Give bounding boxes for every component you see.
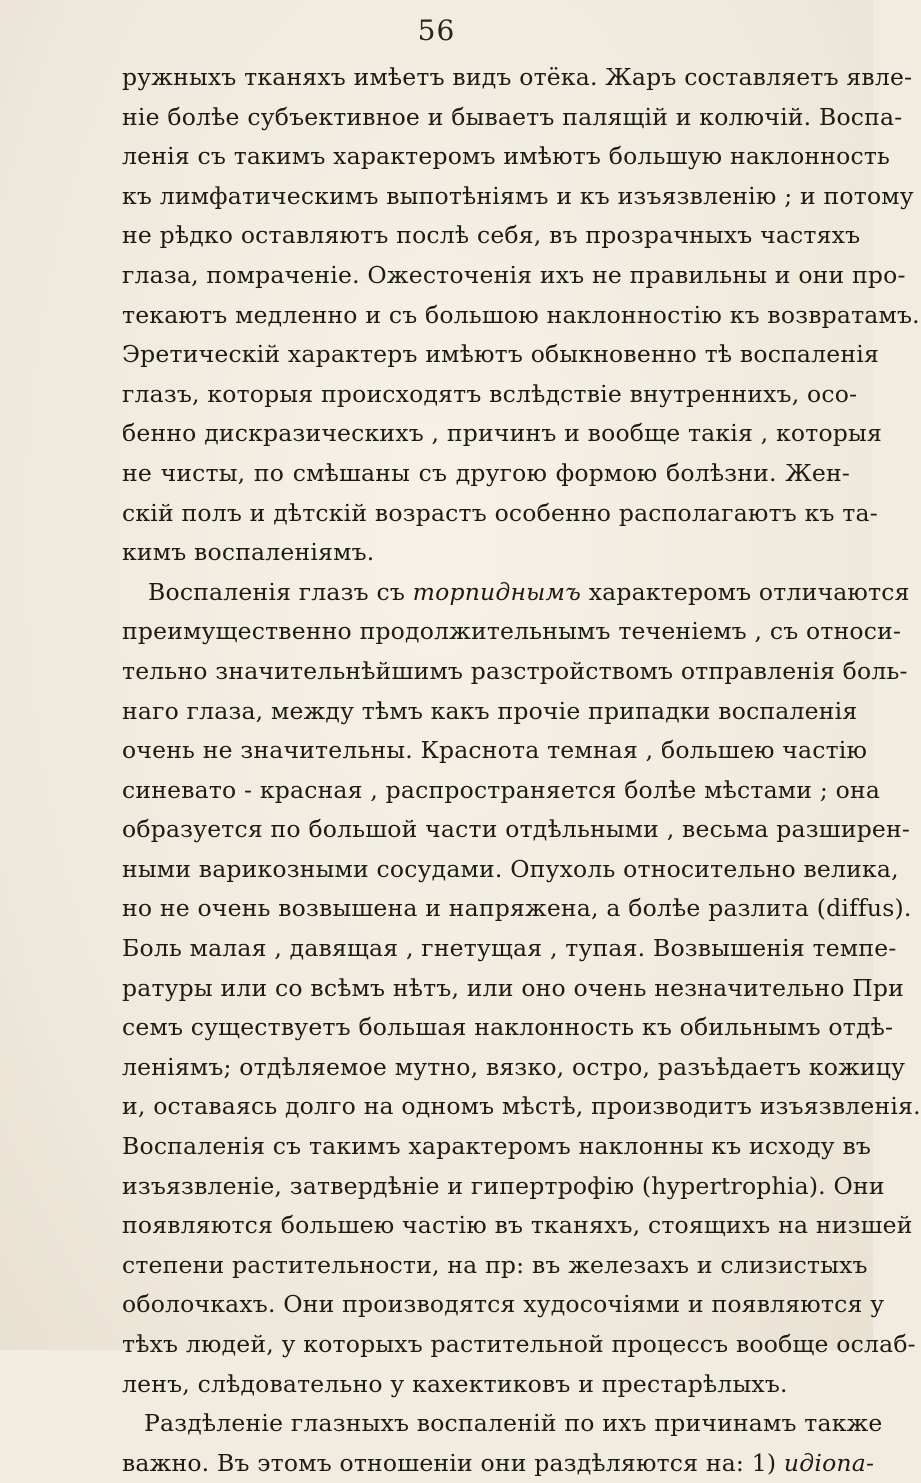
- text-line: ленія съ такимъ характеромъ имѣютъ большую наклонность: [122, 142, 891, 171]
- text-line: ніе болѣе субъективное и бываетъ палящій и колючій. Воспа-: [122, 102, 903, 131]
- text-line: тѣхъ людей, у которыхъ растительной процессъ вообще ослаб-: [122, 1330, 916, 1358]
- line-part: Воспаленія глазъ съ: [148, 577, 413, 606]
- text-line: Раздѣленіе глазныхъ воспаленій по ихъ причинамъ также: [144, 1409, 883, 1438]
- text-line: бенно дискразическихъ , причинъ и вообще такія , которыя: [122, 419, 882, 448]
- text-line: и, оставаясь долго на одномъ мѣстѣ, производитъ изъязвленія.: [122, 1092, 921, 1121]
- text-line: ружныхъ тканяхъ имѣетъ видъ отёка. Жаръ составляетъ явле-: [122, 63, 913, 91]
- text-line: Эретическій характеръ имѣютъ обыкновенно тѣ воспаленія: [122, 340, 879, 369]
- text-line: скій полъ и дѣтскій возрастъ особенно располагаютъ къ та-: [122, 498, 878, 527]
- text-line: [122, 573, 910, 613]
- text-line: но не очень возвышена и напряжена, а болѣе разлита (diffus).: [122, 894, 912, 923]
- text-line: преимущественно продолжительнымъ теченіемъ , съ относи-: [122, 617, 902, 646]
- text-line: глазъ, которыя происходятъ вслѣдствіе внутреннихъ, осо-: [122, 379, 858, 408]
- line-part: важно. Въ этомъ отношеніи они раздѣляются на: 1): [122, 1448, 784, 1477]
- text-line: наго глаза, между тѣмъ какъ прочіе припадки воспаленія: [122, 696, 858, 725]
- text-line: тельно значительнѣйшимъ разстройствомъ отправленія боль-: [122, 656, 908, 685]
- text-line: появляются большею частію въ тканяхъ, стоящихъ на низшей: [122, 1211, 913, 1240]
- italic-term: торпиднымъ: [412, 577, 582, 606]
- text-line: степени растительности, на пр: въ железахъ и слизистыхъ: [122, 1250, 868, 1279]
- text-line: Воспаленія съ такимъ характеромъ наклонны къ исходу въ: [122, 1132, 872, 1161]
- body-text: [122, 58, 921, 1483]
- text-line: Боль малая , давящая , гнетущая , тупая. Возвышенія темпе-: [122, 934, 897, 963]
- text-line: очень не значительны. Краснота темная , большею частію: [122, 736, 868, 765]
- text-line: леніямъ; отдѣляемое мутно, вязко, остро, разъѣдаетъ кожицу: [122, 1052, 906, 1081]
- text-line: не чисты, по смѣшаны съ другою формою болѣзни. Жен-: [122, 458, 850, 487]
- text-line: ными варикозными сосудами. Опухоль относительно велика,: [122, 854, 899, 883]
- page-number: 56: [417, 14, 456, 47]
- text-line: [122, 1444, 875, 1483]
- text-line: не рѣдко оставляютъ послѣ себя, въ прозрачныхъ частяхъ: [122, 221, 861, 250]
- text-line: образуется по большой части отдѣльными , весьма разширен-: [122, 815, 911, 844]
- italic-term: идіопа-: [783, 1448, 875, 1477]
- line-part: характеромъ отличаются: [581, 577, 910, 606]
- text-line: кимъ воспаленіямъ.: [122, 538, 375, 567]
- text-line: оболочкахъ. Они производятся худосочіями и появляются у: [122, 1290, 885, 1319]
- text-line: изъязвленіе, затвердѣніе и гипертрофію (hypertrophia). Они: [122, 1171, 885, 1200]
- text-line: синевато - красная , распространяется болѣе мѣстами ; она: [122, 775, 881, 804]
- text-line: къ лимфатическимъ выпотѣніямъ и къ изъязвленію ; и потому: [122, 181, 914, 210]
- text-line: глаза, помраченіе. Ожесточенія ихъ не правильны и они про-: [122, 260, 906, 289]
- text-line: семъ существуетъ большая наклонность къ обильнымъ отдѣ-: [122, 1013, 894, 1042]
- text-line: текаютъ медленно и съ большою наклонностію къ возвратамъ.: [122, 300, 920, 329]
- text-line: ленъ, слѣдовательно у кахектиковъ и престарѣлыхъ.: [122, 1369, 788, 1398]
- text-line: ратуры или со всѣмъ нѣтъ, или оно очень незначительно При: [122, 973, 905, 1002]
